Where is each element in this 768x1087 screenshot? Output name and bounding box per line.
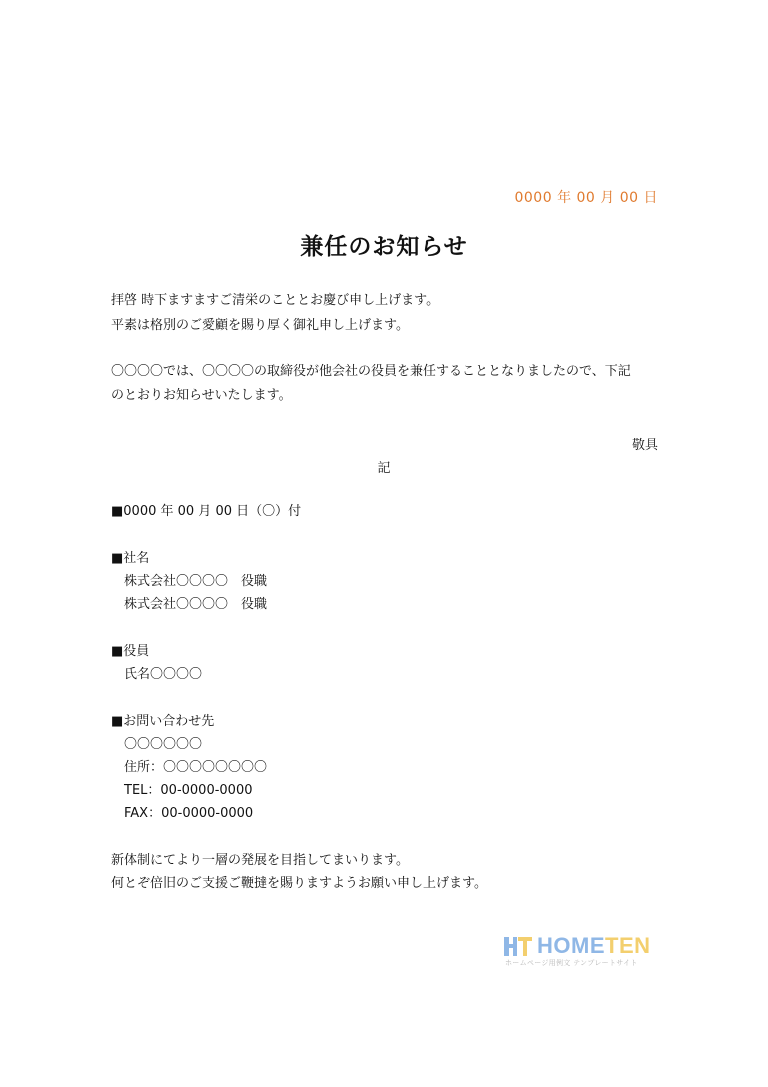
contact-address: 住所：〇〇〇〇〇〇〇〇: [124, 760, 268, 775]
contact-tel: TEL：00-0000-0000: [124, 783, 253, 798]
ki-heading: 記: [377, 461, 391, 476]
closing-line-1: 新体制にてより一層の発展を目指してまいります。: [111, 853, 409, 868]
contact-heading: ■お問い合わせ先: [111, 714, 215, 729]
company-heading: ■社名: [111, 551, 150, 566]
officer-heading: ■役員: [111, 644, 150, 659]
effective-date: ■0000 年 00 月 00 日（〇）付: [111, 504, 302, 519]
closing-line-2: 何とぞ倍旧のご支援ご鞭撻を賜りますようお願い申し上げます。: [111, 876, 487, 891]
hometen-logo-subtitle: ホームページ用例文 テンプレートサイト: [505, 959, 638, 967]
body-line-1: 〇〇〇〇では、〇〇〇〇の取締役が他会社の役員を兼任することとなりましたので、下記: [111, 364, 631, 379]
document-date: 0000 年 00 月 00 日: [514, 190, 658, 206]
contact-fax: FAX：00-0000-0000: [124, 806, 254, 821]
hometen-logo-icon: [503, 934, 533, 958]
contact-name: 〇〇〇〇〇〇: [124, 737, 203, 752]
officer-name: 氏名〇〇〇〇: [124, 667, 203, 682]
closing-word: 敬具: [631, 438, 658, 453]
greeting-line-2: 平素は格別のご愛顧を賜り厚く御礼申し上げます。: [111, 318, 409, 333]
document-title: 兼任のお知らせ: [300, 233, 468, 260]
hometen-logo-wordmark: HOMETEN: [537, 933, 651, 958]
company-item: 株式会社〇〇〇〇 役職: [124, 597, 268, 612]
company-item: 株式会社〇〇〇〇 役職: [124, 574, 268, 589]
body-line-2: のとおりお知らせいたします。: [111, 388, 292, 403]
hometen-logo: [503, 932, 653, 972]
greeting-line-1: 拝啓 時下ますますご清栄のこととお慶び申し上げます。: [111, 293, 440, 308]
